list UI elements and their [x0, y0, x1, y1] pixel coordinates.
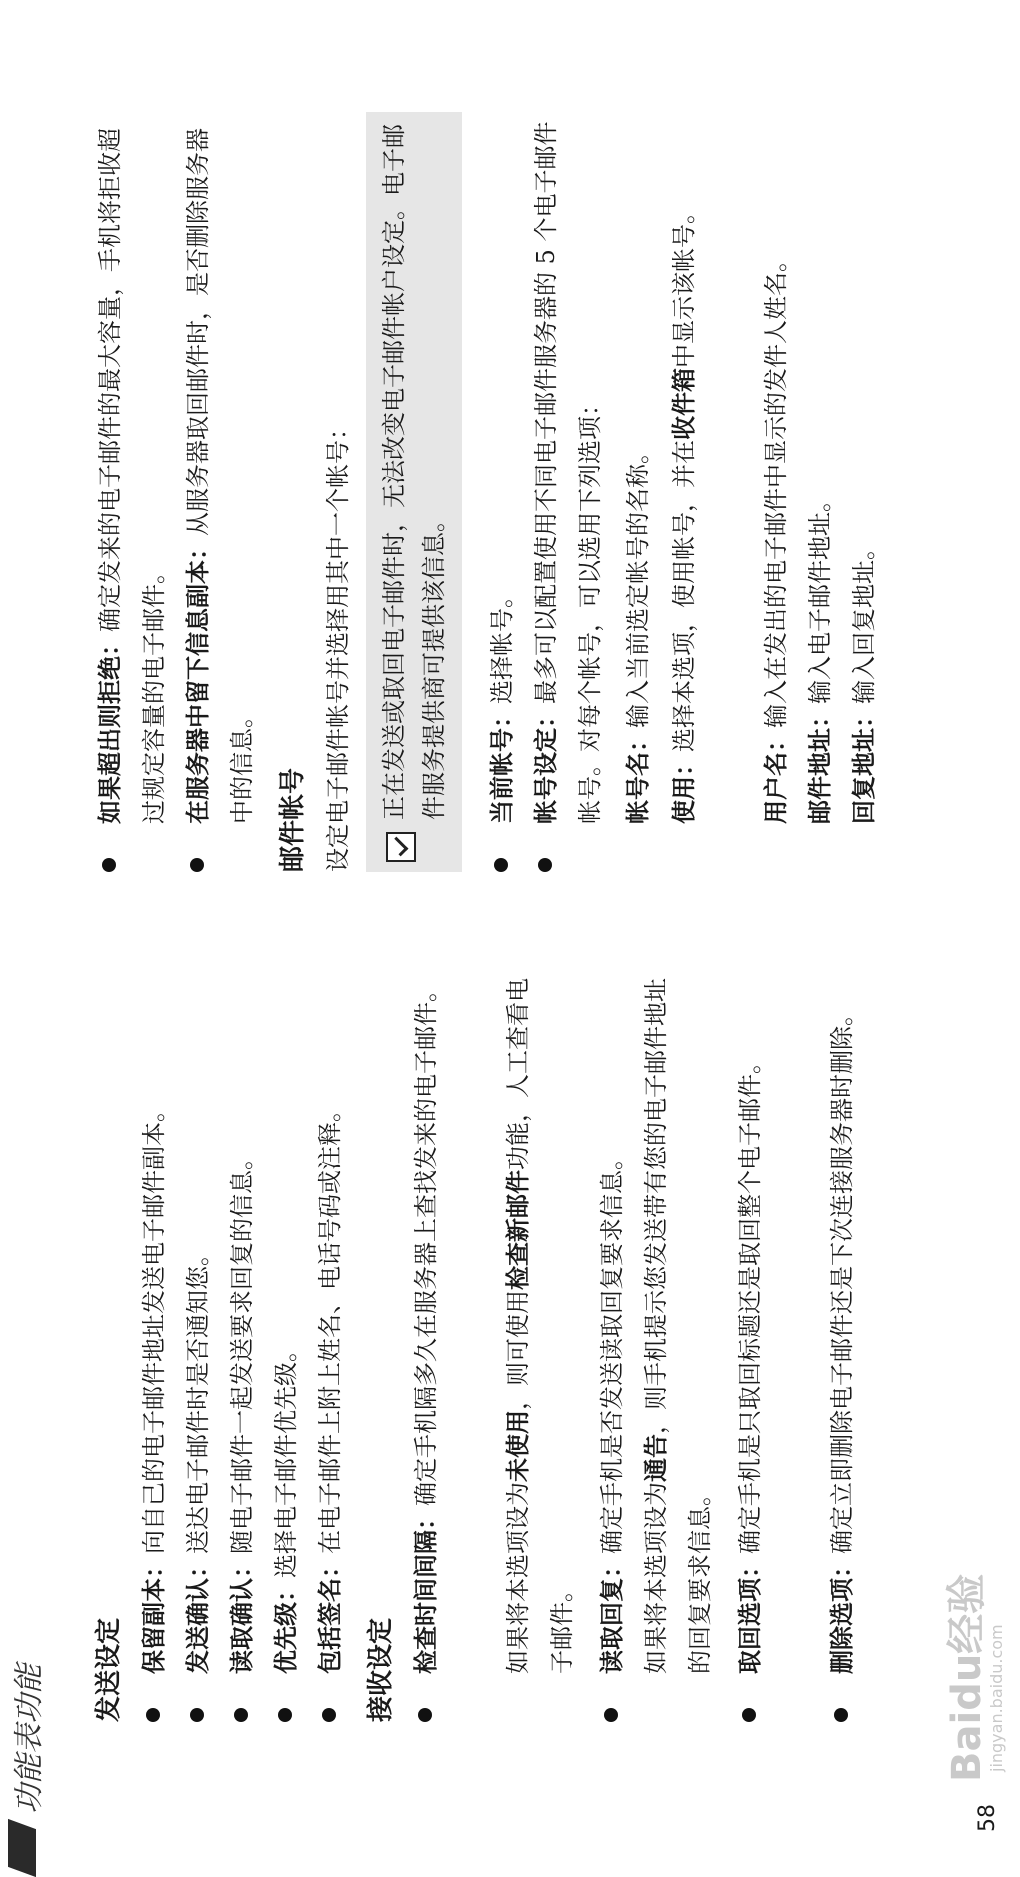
description: 随电子邮件一起发送要求回复的信息。 [228, 1146, 256, 1554]
list-item [480, 112, 524, 872]
description: 向自己的电子邮件地址发送电子邮件副本。 [140, 1098, 168, 1554]
description: 输入当前选定帐号的名称。 [624, 440, 652, 728]
term: 当前帐号： [488, 704, 516, 824]
description: 最多可以配置使用不同电子邮件服务器的 5 个电子邮件帐号。对每个帐号，可以选用下列选项： [532, 121, 604, 824]
description: 在电子邮件上附上姓名、电话号码或注释。 [316, 1098, 344, 1554]
bullet-icon [538, 858, 552, 872]
send-settings-heading: 发送设定 [94, 1617, 124, 1722]
bullet-icon [834, 1708, 848, 1722]
watermark [935, 1522, 1015, 1782]
list-item [220, 962, 264, 1722]
term: 在服务器中留下信息副本： [184, 536, 212, 824]
mail-account-heading: 邮件帐号 [278, 767, 308, 872]
description: 选择电子邮件优先级。 [272, 1338, 300, 1578]
term: 邮件地址： [805, 704, 834, 824]
sub-item-use [662, 112, 706, 824]
bullet-icon [190, 858, 204, 872]
note-box [366, 112, 462, 872]
bullet-icon [146, 1708, 160, 1722]
description: 从服务器取回邮件时，是否删除服务器中的信息。 [184, 128, 256, 824]
term: 帐号名： [623, 728, 652, 824]
description: 输入回复地址。 [850, 536, 878, 704]
text: ，则手机提示您发送带有您的电子邮件地址的回复要求信息。 [642, 978, 714, 1674]
description: 确定发来的电子邮件的最大容量，手机将拒收超过规定容量的电子邮件。 [96, 128, 168, 824]
paragraph [634, 962, 722, 1674]
text: 如果将本选项设为 [504, 1482, 532, 1674]
bullet-icon [278, 1708, 292, 1722]
sub-item-user-name [754, 112, 798, 824]
note-text: 正在发送或取回电子邮件时，无法改变电子邮件帐户设定。电子邮件服务提供商可提供该信息。 [380, 124, 448, 820]
page-number: 58 [975, 1804, 1000, 1832]
term: 帐号设定： [532, 704, 560, 824]
bullet-icon [190, 1708, 204, 1722]
term: 检查时间间隔： [412, 1506, 440, 1674]
bold-text: 通告 [641, 1434, 670, 1482]
right-column [0, 112, 1000, 872]
text: ，则可使用 [504, 1290, 532, 1410]
section-title: 功能表功能 [12, 1664, 47, 1814]
term: 优先级： [272, 1578, 300, 1674]
description: 确定手机是只取回标题还是取回整个电子邮件。 [736, 1050, 764, 1554]
description: 确定手机是否发送读取回复要求信息。 [598, 1146, 626, 1554]
watermark-logo: Baidu经验 [944, 1573, 990, 1782]
description: 确定立即删除电子邮件还是下次连接服务器时删除。 [828, 1002, 856, 1554]
term: 读取确认： [228, 1554, 256, 1674]
term: 回复地址： [849, 704, 878, 824]
term: 用户名： [761, 728, 790, 824]
description: 输入电子邮件地址。 [806, 488, 834, 704]
bullet-icon [742, 1708, 756, 1722]
list-item [404, 962, 448, 1722]
bullet-icon [604, 1708, 618, 1722]
sub-item-account-name [616, 112, 660, 824]
list-item [176, 112, 264, 872]
bullet-icon [234, 1708, 248, 1722]
description: 确定手机隔多久在服务器上查找发来的电子邮件。 [412, 978, 440, 1506]
list-item [176, 962, 220, 1722]
sub-item-mail-address [798, 112, 842, 824]
term: 包括签名： [316, 1554, 344, 1674]
bullet-icon [102, 858, 116, 872]
bullet-icon [494, 858, 508, 872]
note-check-icon [386, 832, 416, 862]
term: 保留副本： [140, 1554, 168, 1674]
term: 读取回复： [598, 1554, 626, 1674]
list-item [88, 112, 176, 872]
term: 取回选项： [736, 1554, 764, 1674]
bold-text: 检查新邮件 [503, 1170, 532, 1290]
bold-text: 收件箱 [669, 368, 698, 440]
term: 使用： [669, 752, 698, 824]
bullet-icon [418, 1708, 432, 1722]
term: 删除选项： [828, 1554, 856, 1674]
paragraph [496, 962, 584, 1674]
watermark-url: jingyan.baidu.com [987, 1624, 1006, 1772]
description: 选择本选项，使用帐号，并在 [670, 440, 698, 752]
header-bar [8, 1819, 36, 1877]
section-header [0, 1072, 70, 1872]
list-item [524, 112, 612, 872]
list-item [308, 962, 352, 1722]
list-item [728, 962, 772, 1722]
list-item [820, 962, 864, 1722]
text: 如果将本选项设为 [642, 1482, 670, 1674]
description: 送达电子邮件时是否通知您。 [184, 1242, 212, 1554]
description: 输入在发出的电子邮件中显示的发件人姓名。 [762, 248, 790, 728]
list-item [590, 962, 634, 1722]
description: 选择帐号。 [488, 584, 516, 704]
list-item [264, 962, 308, 1722]
term: 发送确认： [184, 1554, 212, 1674]
list-item [132, 962, 176, 1722]
term: 如果超出则拒绝： [96, 632, 124, 824]
receive-settings-heading: 接收设定 [366, 1617, 396, 1722]
mail-account-intro: 设定电子邮件帐号并选择用其中一个帐号： [324, 416, 352, 872]
text: 功能，人工查看电子邮件。 [504, 978, 576, 1674]
sub-item-reply-address [842, 112, 886, 824]
description: 中显示该帐号。 [670, 200, 698, 368]
bold-text: 未使用 [503, 1410, 532, 1482]
bullet-icon [322, 1708, 336, 1722]
